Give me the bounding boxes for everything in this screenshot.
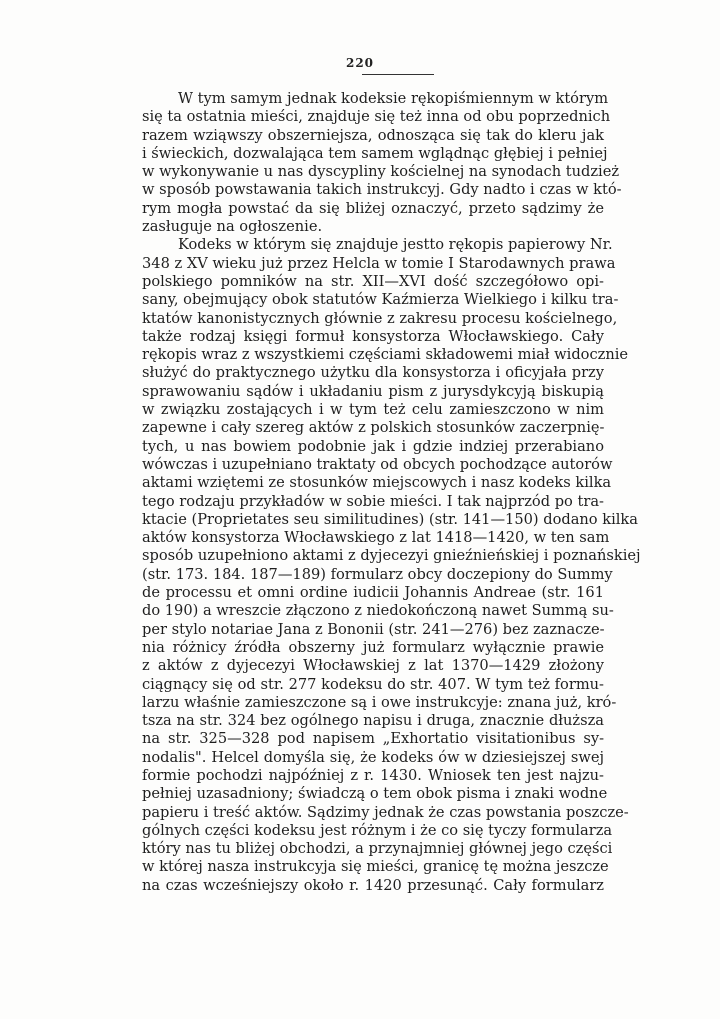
paragraph xyxy=(142,236,641,895)
text-line: Kodeks w którym się znajduje jestto rękopis papierowy Nr. xyxy=(178,236,613,254)
text-line: który nas tu bliżej obchodzi, a przynajmniej głównej jego części xyxy=(142,840,613,858)
text-line: aktów konsystorza Włocławskiego z lat 1418—1420, w ten sam xyxy=(142,529,610,547)
text-line: polskiego pomników na str. XII—XVI dość szczegółowo opi- xyxy=(142,272,604,290)
text-line: także rodzaj księgi formuł konsystorza Włocławskiego. Cały xyxy=(142,327,604,345)
text-line: sany, obejmujący obok statutów Kaźmierza Wielkiego i kilku tra- xyxy=(142,291,619,309)
page-number: 220 xyxy=(345,56,375,70)
text-line: w wykonywanie u nas dyscypliny kościelnej na synodach tudzież xyxy=(142,163,620,181)
text-line: de processu et omni ordine iudicii Johannis Andreae (str. 161 xyxy=(142,584,604,602)
text-line: (str. 173. 184. 187—189) formularz obcy doczepiony do Summy xyxy=(142,565,613,583)
text-line: wówczas i uzupełniano traktaty od obcych pochodzące autorów xyxy=(142,455,613,473)
text-line: nodalis". Helcel domyśla się, że kodeks ów w dziesiejszej swej xyxy=(142,748,604,766)
text-line: zapewne i cały szereg aktów z polskich stosunków zaczerpnię- xyxy=(142,419,605,437)
text-line: zasługuje na ogłoszenie. xyxy=(142,218,323,236)
text-line: rękopis wraz z wszystkiemi częściami składowemi miał widocznie xyxy=(142,346,629,364)
text-line: rym mogła powstać da się bliżej oznaczyć, przeto sądzimy że xyxy=(142,199,604,217)
text-line: pełniej uzasadniony; świadczą o tem obok pisma i znaki wodne xyxy=(142,785,608,803)
text-line: aktami wziętemi ze stosunków miejscowych i nasz kodeks kilka xyxy=(142,474,612,492)
body-text xyxy=(142,90,641,895)
header-rule xyxy=(362,74,434,75)
text-line: w której nasza instrukcyja się mieści, granicę tę można jeszcze xyxy=(142,858,609,876)
text-line: per stylo notariae Jana z Bononii (str. 241—276) bez zaznacze- xyxy=(142,620,605,638)
text-line: ktacie (Proprietates seu similitudines) (str. 141—150) dodano kilka xyxy=(142,510,638,528)
text-line: tych, u nas bowiem podobnie jak i gdzie indziej przerabiano xyxy=(142,437,604,455)
text-line: W tym samym jednak kodeksie rękopiśmiennym w którym xyxy=(178,90,609,107)
text-line: sposób uzupełniono aktami z dyjecezyi gnieźnieńskiej i poznańskiej xyxy=(142,547,641,565)
text-line: w sposób powstawania takich instrukcyj. Gdy nadto i czas w któ- xyxy=(142,181,622,199)
text-line: do 190) a wreszcie złączono z niedokończoną nawet Summą su- xyxy=(142,602,614,620)
text-line: ktatów kanonistycznych głównie z zakresu procesu kościelnego, xyxy=(142,309,618,327)
text-line: tego rodzaju przykładów w sobie mieści. I tak najprzód po tra- xyxy=(142,492,604,510)
text-line: larzu właśnie zamieszczone są i owe instrukcyje: znana już, kró- xyxy=(142,693,617,711)
text-line: na str. 325—328 pod napisem „Exhortatio visitationibus sy- xyxy=(142,730,604,748)
text-line: nia różnicy źródła obszerny już formularz wyłącznie prawie xyxy=(142,638,604,656)
text-line: gólnych części kodeksu jest różnym i że co się tyczy formularza xyxy=(142,821,613,839)
text-line: na czas wcześniejszy około r. 1420 przesunąć. Cały formularz xyxy=(142,876,604,894)
text-line: papieru i treść aktów. Sądzimy jednak że czas powstania poszcze- xyxy=(142,803,629,821)
text-line: służyć do praktycznego użytku dla konsystorza i oficyjała przy xyxy=(142,364,604,382)
text-line: formie pochodzi najpóźniej z r. 1430. Wniosek ten jest najzu- xyxy=(142,766,604,784)
paragraph xyxy=(142,90,622,236)
text-line: i świeckich, dozwalająca tem samem wglądnąc głębiej i pełniej xyxy=(142,144,608,162)
text-line: razem wziąwszy obszerniejsza, odnosząca się tak do kleru jak xyxy=(142,126,604,144)
text-line: tsza na str. 324 bez ogólnego napisu i druga, znacznie dłuższa xyxy=(142,712,604,730)
text-line: z aktów z dyjecezyi Włocławskiej z lat 1370—1429 złożony xyxy=(142,657,604,675)
text-line: się ta ostatnia mieści, znajduje się też inna od obu poprzednich xyxy=(142,108,611,126)
text-line: sprawowaniu sądów i układaniu pism z jurysdykcyją biskupią xyxy=(142,382,604,400)
text-line: 348 z XV wieku już przez Helcla w tomie I Starodawnych prawa xyxy=(142,254,616,272)
text-line: ciągnący się od str. 277 kodeksu do str. 407. W tym też formu- xyxy=(142,675,604,693)
text-line: w związku zostających i w tym też celu zamieszczono w nim xyxy=(142,401,604,419)
